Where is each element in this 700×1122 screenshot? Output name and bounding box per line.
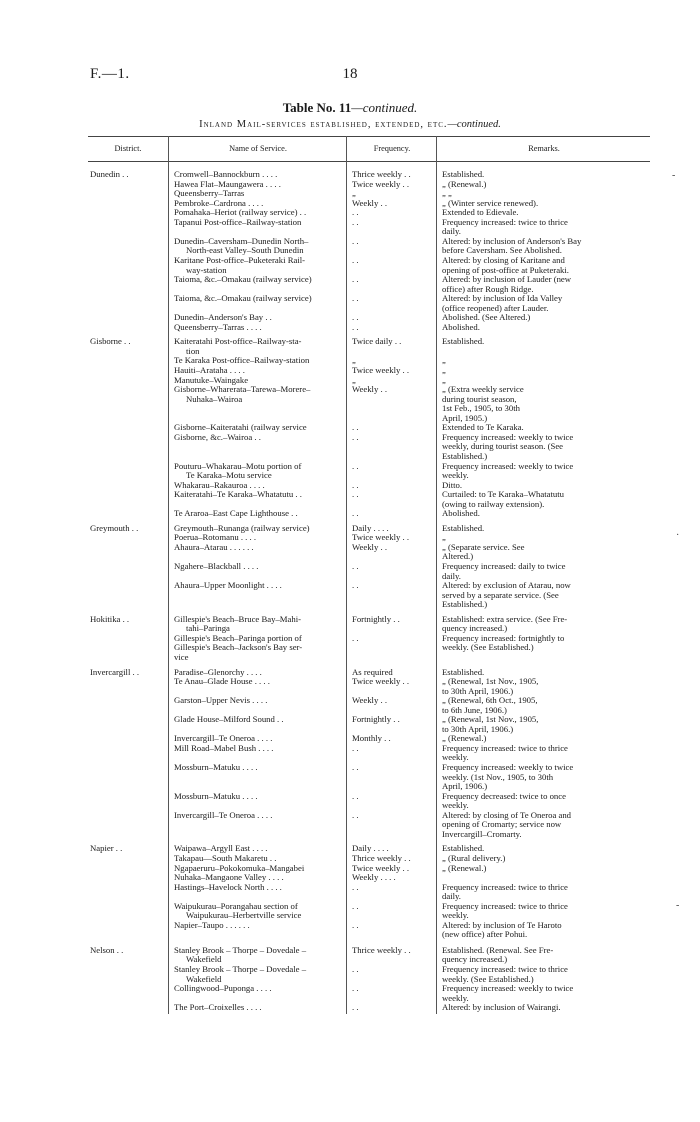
frequency-value: As required [352,666,393,677]
frequency-value: . . [352,1002,359,1013]
remark-text: opening of post-office at Puketeraki. [442,264,569,275]
remark-text: Established.) [442,599,488,610]
frequency-value: Twice daily . . [352,336,402,347]
service-name: North-east Valley–South Dunedin [186,245,304,256]
remark-text: Altered: by closing of Te Oneroa and [442,809,572,820]
frequency-value: . . [352,983,359,994]
remark-text: Frequency decreased: twice to once [442,790,566,801]
table-subtitle [0,119,700,130]
service-name: Mill Road–Mabel Bush . . . . [174,742,274,753]
service-name: Queensberry–Tarras [174,188,245,199]
remark-text: Frequency increased: daily to twice [442,561,566,571]
service-name: Karitane Post-office–Puketeraki Rail- [174,254,306,265]
remark-text: Frequency increased: weekly to twice [442,431,574,442]
remark-text: daily. [442,570,461,581]
remark-text: to 6th June, 1906.) [442,704,507,715]
remark-text: „ [442,374,446,385]
remark-text: „ (Renewal, 6th Oct., 1905, [442,695,538,706]
remark-text: Frequency increased: twice to thrice [442,881,568,892]
remark-text: Altered.) [442,551,474,562]
frequency-value: . . [352,431,359,442]
remark-text: weekly. [442,800,469,811]
service-name: Pembroke–Cardrona . . . . [174,197,264,208]
frequency-value: Weekly . . [352,695,388,706]
remark-text: „ (Separate service. See [442,541,525,552]
service-name: Te Karaka–Motu service [186,470,272,481]
remark-text: weekly. [442,752,469,763]
remark-text: „ (Renewal.) [442,733,487,744]
service-name: Hauiti–Arataha . . . . [174,365,245,375]
district-name: Nelson . . [90,944,124,955]
remark-text: weekly. [442,910,469,921]
frequency-value: . . [352,580,359,591]
remark-text: Altered: by closing of Karitane and [442,254,565,265]
remark-text: Altered: by exclusion of Atarau, now [442,580,571,591]
service-name: Waipawa–Argyll East . . . . [174,843,268,854]
col-header-frequency: Frequency. [373,144,411,153]
col-header-district: District. [114,144,142,153]
service-name: The Port–Croixelles . . . . [174,1002,262,1013]
frequency-value: Daily . . . . [352,843,389,854]
remark-text: „ [442,365,446,375]
frequency-value: . . [352,312,359,323]
frequency-value: „ [352,188,356,199]
service-name: Ngapaeruru–Pokokomuka–Mangabei [174,862,305,873]
service-name: Ngahere–Blackball . . . . [174,561,259,571]
remark-text: (owing to railway extension). [442,498,545,509]
remark-text: April, 1905.) [442,412,488,423]
mail-services-table [88,136,650,1013]
service-name: Collingwood–Puponga . . . . [174,983,272,994]
remark-text: (new office) after Pohui. [442,929,528,940]
district-name: Gisborne . . [90,336,131,347]
district-name: Hokitika . . [90,613,130,624]
frequency-value: Fortnightly . . [352,613,400,624]
remark-text: quency increased.) [442,954,508,965]
frequency-value: Twice weekly . . [352,365,410,375]
col-header-service: Name of Service. [229,144,287,153]
margin-mark: ‑ [672,170,676,181]
service-name: Queensberry–Tarras . . . . [174,321,262,332]
service-name: Ahaura–Atarau . . . . . . [174,541,254,552]
remark-text: weekly. (See Established.) [442,642,534,653]
service-name: Wakefield [186,954,222,965]
frequency-value: . . [352,809,359,820]
frequency-value: . . [352,762,359,772]
table-subtitle-suffix: —continued. [447,119,501,130]
service-name: Ahaura–Upper Moonlight . . . . [174,580,282,591]
remark-text: Altered: by inclusion of Anderson's Bay [442,235,582,246]
district-name: Invercargill . . [90,666,140,677]
service-name: Wakefield [186,973,222,984]
page-number: 18 [342,66,358,82]
frequency-value: . . [352,489,359,500]
page-code: F.—1. [90,66,130,82]
remark-text: 1st Feb., 1905, to 30th [442,403,520,414]
service-name: Te Karaka Post-office–Railway-station [174,355,310,366]
service-name: Gillespie's Beach–Bruce Bay–Mahi- [174,613,302,624]
frequency-value: . . [352,881,359,892]
remark-text: „ (Renewal, 1st Nov., 1905, [442,714,539,725]
frequency-value: . . [352,508,359,519]
remark-text: Curtailed: to Te Karaka–Whatatutu [442,489,565,500]
frequency-value: Thrice weekly . . [352,169,411,179]
service-name: Nuhaka–Wairoa [186,393,243,404]
remark-text: Frequency increased: twice to thrice [442,964,568,974]
remark-text: weekly. (1st Nov., 1905, to 30th [442,771,554,782]
remark-text: Altered: by inclusion of Te Haroto [442,919,562,930]
frequency-value: . . [352,561,359,571]
remark-text: Ditto. [442,479,463,490]
service-name: Gisborne–Wharerata–Tarewa–Morere– [174,384,311,395]
frequency-value: Twice weekly . . [352,862,410,873]
remark-text: „ (Winter service renewed). [442,197,539,208]
service-name: Pouturu–Whakarau–Motu portion of [174,460,302,471]
frequency-value: . . [352,235,359,246]
service-name: Dunedin–Caversham–Dunedin North– [174,235,309,246]
district-name: Napier . . [90,843,123,854]
frequency-value: . . [352,790,359,801]
service-name: Garston–Upper Nevis . . . . [174,695,268,706]
remark-text: Abolished. [442,508,480,519]
remark-text: April, 1906.) [442,781,488,792]
service-name: Pomahaka–Heriot (railway service) . . [174,207,307,218]
frequency-value: . . [352,293,359,304]
remark-text: Frequency increased: weekly to twice [442,983,574,994]
service-name: Gillespie's Beach–Paringa portion of [174,632,302,643]
service-name: Dunedin–Anderson's Bay . . [174,312,272,323]
service-name: Waipukurau–Herbertville service [186,910,302,921]
frequency-value: Monthly . . [352,733,391,744]
frequency-value: Twice weekly . . [352,532,410,543]
frequency-value: Twice weekly . . [352,178,410,189]
col-header-remarks: Remarks. [528,144,560,153]
frequency-value: . . [352,460,359,471]
service-name: Te Anau–Glade House . . . . [174,676,270,687]
column-rule [436,136,437,1014]
frequency-value: Daily . . . . [352,522,389,533]
service-name: way-station [186,264,227,275]
remark-text: daily. [442,226,461,237]
remark-text: Frequency increased: weekly to twice [442,460,574,471]
frequency-value: . . [352,742,359,753]
service-name: Kaiteratahi Post-office–Railway-sta- [174,336,302,347]
table-title-suffix: —continued. [351,100,418,115]
remark-text: Frequency increased: weekly to twice [442,762,574,772]
frequency-value: . . [352,216,359,227]
remark-text: quency increased.) [442,623,508,634]
frequency-value: Twice weekly . . [352,676,410,687]
remark-text: Frequency increased: twice to thrice [442,216,568,227]
margin-mark: · [676,530,680,541]
service-name: Nuhaka–Mangaone Valley . . . . [174,872,284,883]
remark-text: Altered: by inclusion of Lauder (new [442,274,572,285]
frequency-value: . . [352,632,359,643]
frequency-value: Thrice weekly . . [352,852,411,863]
frequency-value: . . [352,919,359,930]
frequency-value: . . [352,422,359,433]
remark-text: opening of Cromarty; service now [442,819,562,830]
frequency-value: „ [352,355,356,366]
service-name: Glade House–Milford Sound . . [174,714,284,725]
service-name: Invercargill–Te Oneroa . . . . [174,809,273,820]
frequency-value: Weekly . . [352,197,388,208]
service-name: Waipukurau–Porangahau section of [174,900,298,911]
remark-text: before Caversham. See Abolished. [442,245,562,256]
service-name: Mossburn–Matuku . . . . [174,762,258,772]
service-name: tion [186,345,200,356]
remark-text: Established. [442,843,485,854]
service-name: Hastings–Havelock North . . . . [174,881,282,892]
remark-text: Invercargill–Cromarty. [442,828,522,839]
remark-text: „ (Renewal.) [442,862,487,873]
frequency-value: . . [352,207,359,218]
service-name: Greymouth–Runanga (railway service) [174,522,310,533]
remark-text: daily. [442,891,461,902]
table-title-text: Table No. 11 [282,100,352,115]
service-name: Whakarau–Rakauroa . . . . [174,479,265,490]
frequency-value: Weekly . . [352,541,388,552]
remark-text: office) after Rough Ridge. [442,283,534,294]
frequency-value: Fortnightly . . [352,714,400,725]
frequency-value: Weekly . . [352,384,388,395]
service-name: Gillespie's Beach–Jackson's Bay ser- [174,642,303,653]
remark-text: Established: extra service. (See Fre- [442,613,568,624]
service-name: Stanley Brook – Thorpe – Dovedale – [174,944,307,955]
service-name: Napier–Taupo . . . . . . [174,919,250,930]
frequency-value: Thrice weekly . . [352,944,411,955]
remark-text: Established.) [442,450,488,461]
remark-text: „ (Extra weekly service [442,384,524,395]
remark-text: „ [442,532,446,543]
service-name: Hawea Flat–Maungawera . . . . [174,178,281,189]
remark-text: Established. [442,336,485,347]
frequency-value: . . [352,321,359,332]
remark-text: to 30th April, 1906.) [442,685,514,696]
margin-mark: ‑ [676,900,680,911]
frequency-value: . . [352,479,359,490]
service-name: Tapanui Post-office–Railway-station [174,216,302,227]
remark-text: Established. [442,666,485,677]
remark-text: Established. [442,522,485,533]
service-name: Gisborne–Kaiteratahi (railway service [174,422,307,433]
remark-text: „ [442,355,446,366]
frequency-value: Weekly . . . . [352,872,396,883]
remark-text: „ „ [442,188,452,199]
remark-text: Altered: by inclusion of Wairangi. [442,1002,561,1013]
frequency-value: „ [352,374,356,385]
service-name: Mossburn–Matuku . . . . [174,790,258,801]
service-name: Poerua–Rotomanu . . . . [174,532,257,543]
remark-text: Abolished. (See Altered.) [442,312,531,323]
service-name: Te Araroa–East Cape Lighthouse . . [174,508,298,519]
service-name: Gisborne, &c.–Wairoa . . [174,431,261,442]
remark-text: Frequency increased: fortnightly to [442,632,565,643]
service-name: Stanley Brook – Thorpe – Dovedale – [174,964,307,974]
column-rule [346,136,347,1014]
frequency-value: . . [352,900,359,911]
service-name: Manutuke–Waingake [174,374,249,385]
remark-text: „ (Rural delivery.) [442,852,506,863]
remark-text: Established. (Renewal. See Fre- [442,944,554,955]
district-name: Greymouth . . [90,522,139,533]
remark-text: to 30th April, 1906.) [442,723,514,734]
service-name: Takapau—South Makaretu . . [174,852,277,863]
remark-text: weekly. [442,992,469,1003]
service-name: Cromwell–Bannockburn . . . . [174,169,278,179]
remark-text: Frequency increased: twice to thrice [442,900,568,911]
service-name: Paradise–Glenorchy . . . . [174,666,262,677]
table-header [88,136,650,162]
service-name: tahi–Paringa [186,623,230,634]
frequency-value: . . [352,964,359,974]
column-rule [168,136,169,1014]
remark-text: served by a separate service. (See [442,589,559,600]
service-name: Taioma, &c.–Omakau (railway service) [174,274,312,285]
remark-text: „ (Renewal.) [442,178,487,189]
district-name: Dunedin . . [90,169,129,179]
frequency-value: . . [352,274,359,285]
remark-text: Established. [442,169,485,179]
remark-text: Frequency increased: twice to thrice [442,742,568,753]
remark-text: Abolished. [442,321,480,332]
frequency-value: . . [352,254,359,265]
remark-text: Altered: by inclusion of Ida Valley [442,293,563,304]
remark-text: during tourist season, [442,393,517,404]
service-name: Taioma, &c.–Omakau (railway service) [174,293,312,304]
remark-text: „ (Renewal, 1st Nov., 1905, [442,676,539,687]
remark-text: (office reopened) after Lauder. [442,302,549,313]
remark-text: Extended to Edievale. [442,207,519,218]
remark-text: Extended to Te Karaka. [442,422,524,433]
table-subtitle-text: Inland Mail-services established, extended, etc. [199,119,448,130]
table-title [0,100,700,116]
remark-text: weekly. [442,470,469,481]
service-name: Invercargill–Te Oneroa . . . . [174,733,273,744]
remark-text: weekly, during tourist season. (See [442,441,564,452]
remark-text: weekly. (See Established.) [442,973,534,984]
service-name: Kaiteratahi–Te Karaka–Whatatutu . . [174,489,302,500]
service-name: vice [174,651,189,662]
